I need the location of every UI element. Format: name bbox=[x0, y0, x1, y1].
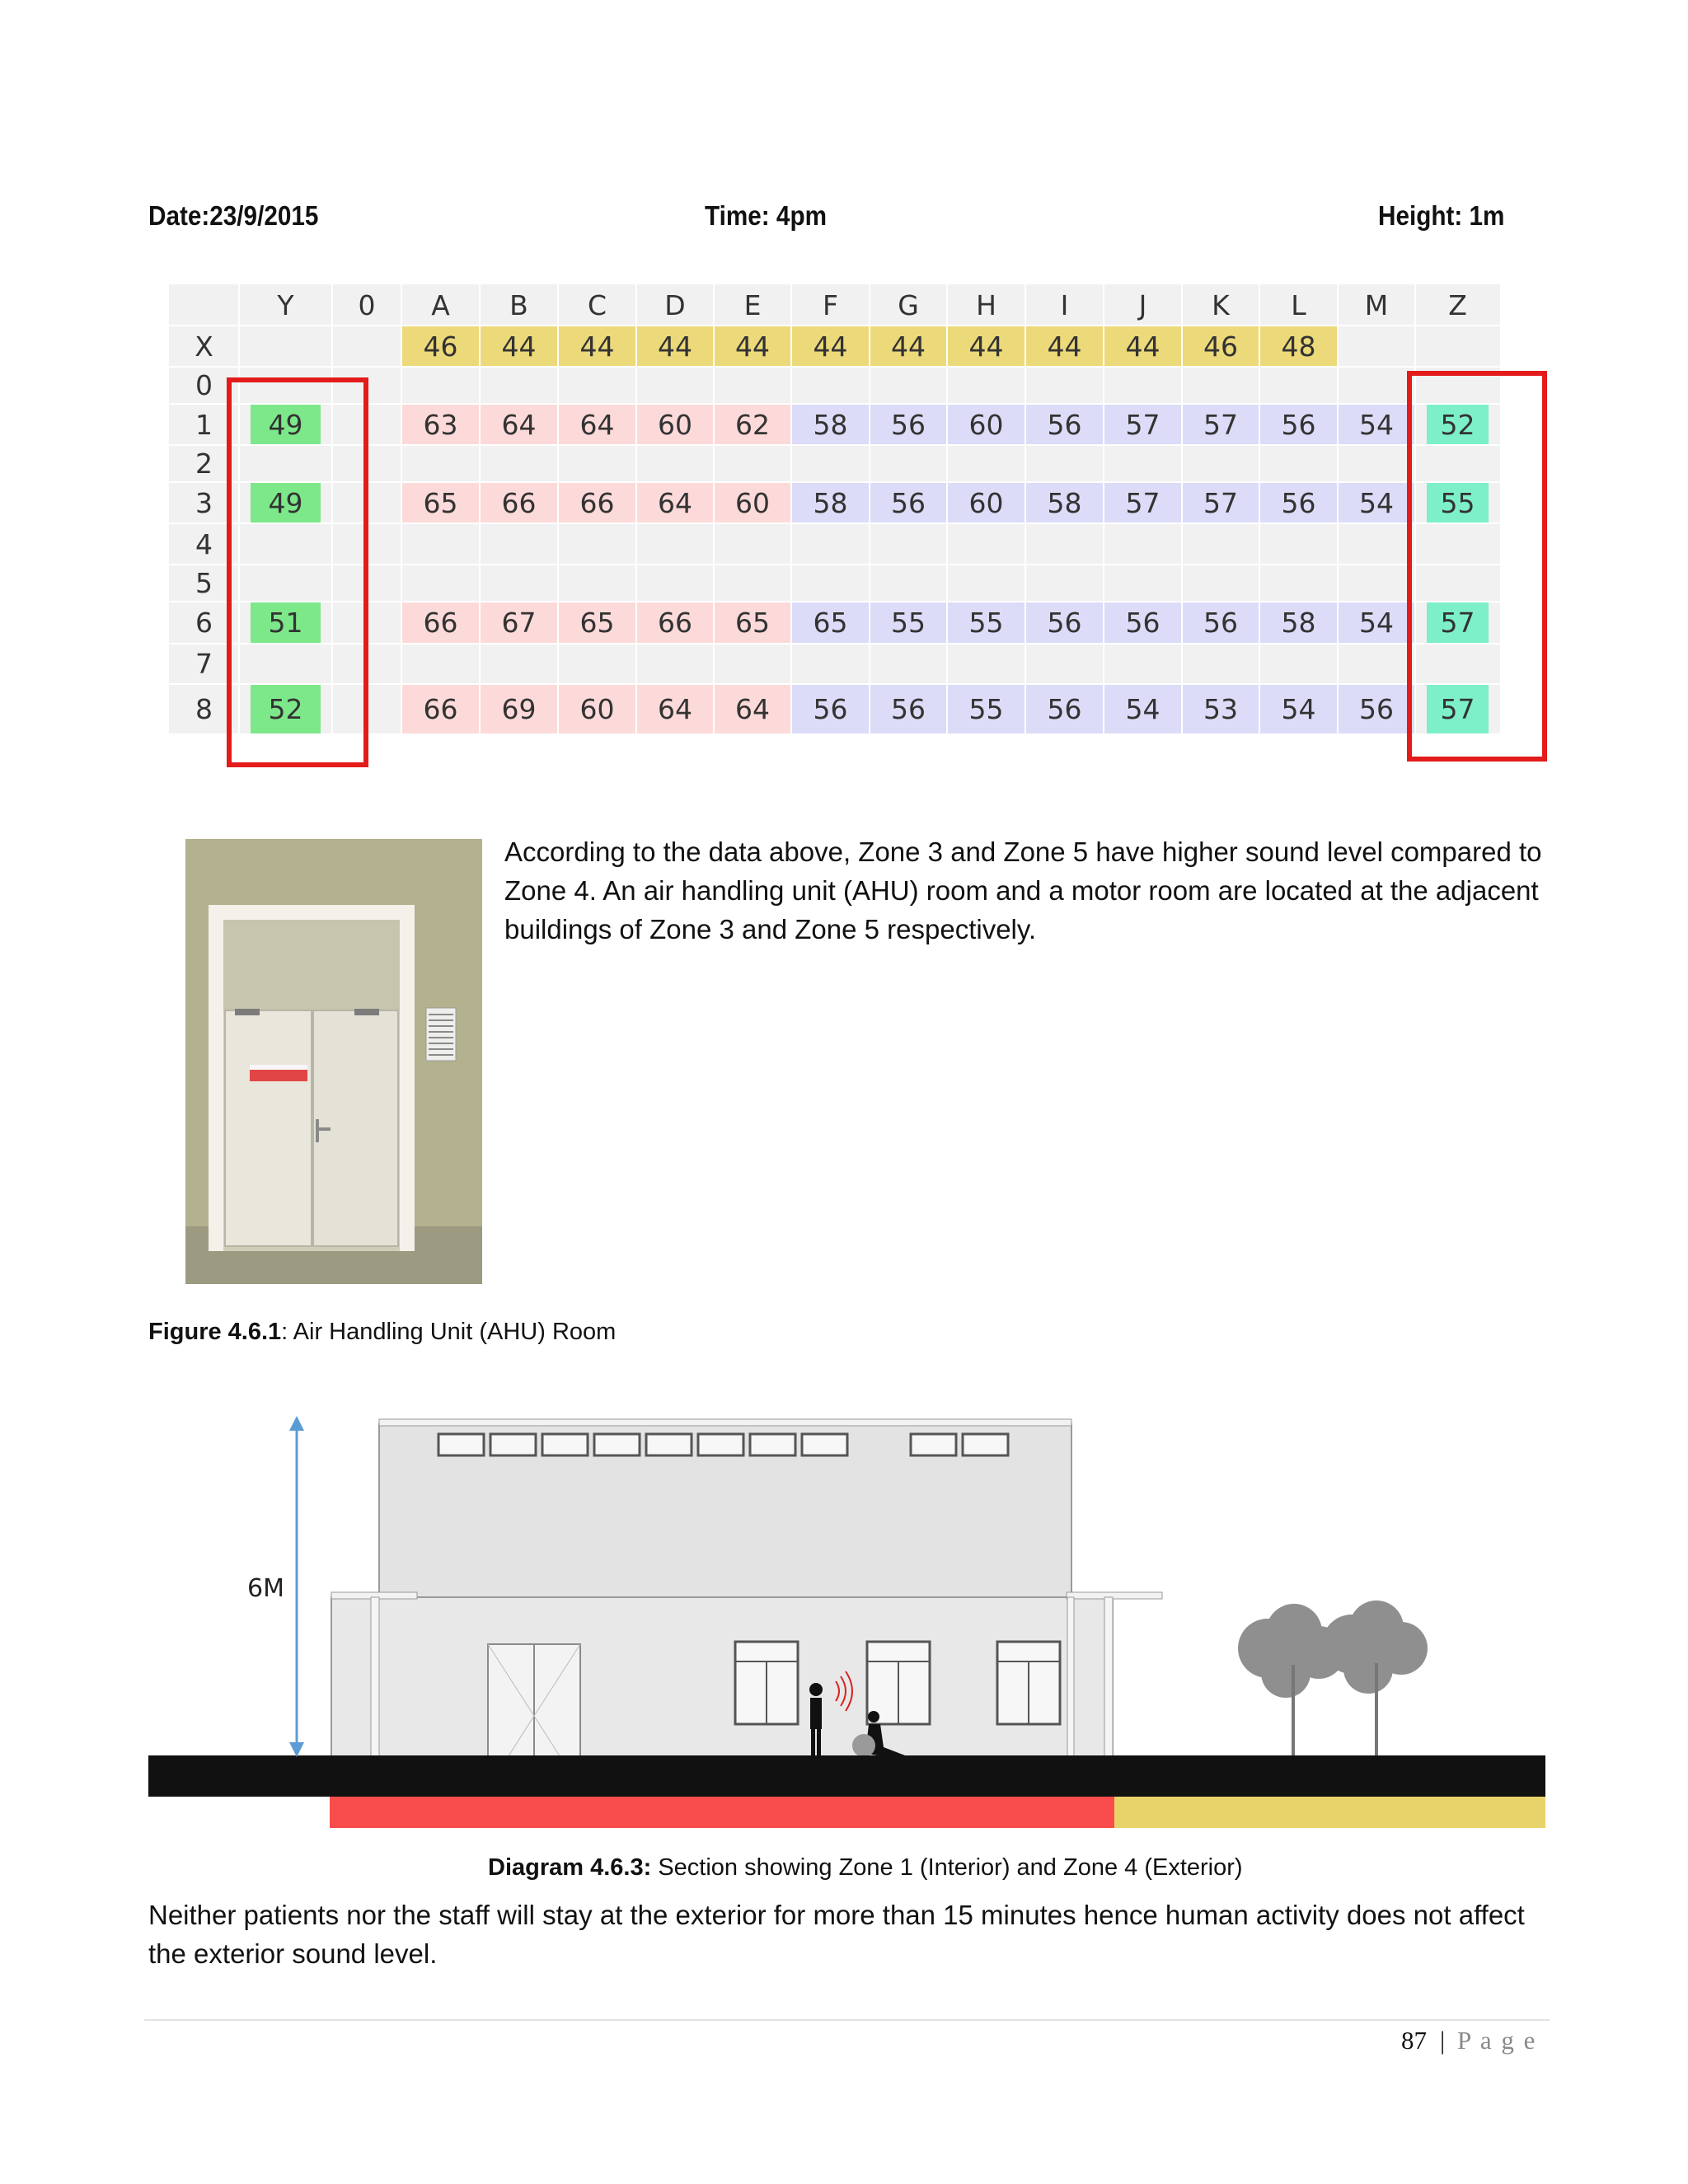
table-cell bbox=[714, 565, 791, 602]
table-grid-line bbox=[169, 444, 1500, 446]
table-cell: 65 bbox=[714, 602, 791, 644]
table-cell: 65 bbox=[558, 602, 636, 644]
height-dimension-label: 6M bbox=[247, 1574, 284, 1603]
table-cell bbox=[870, 367, 947, 404]
section-diagram bbox=[148, 1401, 1545, 1830]
table-cell: 64 bbox=[480, 404, 558, 445]
ahu-room-photo bbox=[185, 839, 482, 1284]
table-cell: 64 bbox=[558, 404, 636, 445]
table-cell: 69 bbox=[480, 684, 558, 733]
table-cell: 57 bbox=[1104, 482, 1182, 523]
table-cell bbox=[870, 445, 947, 482]
table-cell bbox=[870, 644, 947, 684]
table-cell: 56 bbox=[791, 684, 870, 733]
column-header: B bbox=[509, 288, 528, 321]
table-grid-line bbox=[1259, 284, 1260, 733]
date-label: Date:23/9/2015 bbox=[148, 200, 319, 231]
table-grid-line bbox=[1181, 284, 1183, 733]
table-cell bbox=[1182, 644, 1259, 684]
table-cell bbox=[480, 565, 558, 602]
table-cell bbox=[636, 565, 714, 602]
table-cell bbox=[1259, 445, 1338, 482]
table-grid-line bbox=[169, 601, 1500, 602]
table-cell: 54 bbox=[1104, 684, 1182, 733]
table-cell bbox=[1182, 367, 1259, 404]
table-cell bbox=[1259, 644, 1338, 684]
column-header bbox=[169, 284, 239, 326]
table-cell: 54 bbox=[1259, 684, 1338, 733]
table-cell bbox=[1338, 565, 1415, 602]
paragraph-exterior-activity: Neither patients nor the staff will stay at the exterior for more than 15 minutes hence human activity does not affect the exterior sound level. bbox=[148, 1900, 1525, 1969]
column-header: C bbox=[587, 288, 607, 321]
table-cell: 58 bbox=[1025, 482, 1104, 523]
table-cell: 46 bbox=[1182, 326, 1259, 367]
diagram-caption bbox=[488, 1854, 1243, 1882]
paragraph-zone-analysis: According to the data above, Zone 3 and Zone 5 have higher sound level compared to Zone 4. An air handling unit (AHU) room and a motor room are located at the adjacent buildings of Zone 3 and Zone 5 respectively. bbox=[504, 837, 1542, 944]
table-grid-line bbox=[169, 564, 1500, 565]
table-grid-line bbox=[713, 284, 715, 733]
table-grid-line bbox=[1103, 284, 1104, 733]
table-cell: 46 bbox=[401, 326, 480, 367]
table-grid-line bbox=[169, 683, 1500, 685]
table-cell bbox=[1182, 565, 1259, 602]
table-cell bbox=[714, 523, 791, 565]
table-cell: 64 bbox=[714, 684, 791, 733]
table-cell bbox=[1104, 445, 1182, 482]
table-grid-line bbox=[169, 325, 1500, 326]
highlight-box-column-y bbox=[227, 377, 368, 767]
table-cell bbox=[791, 523, 870, 565]
table-cell bbox=[401, 644, 480, 684]
table-cell: 57 bbox=[1427, 602, 1489, 644]
diagram-caption-label: Diagram 4.6.3: bbox=[488, 1854, 652, 1881]
table-cell: 54 bbox=[1338, 602, 1415, 644]
table-cell bbox=[636, 445, 714, 482]
table-grid-line bbox=[169, 366, 1500, 368]
row-header: 5 bbox=[195, 567, 213, 599]
table-cell bbox=[714, 445, 791, 482]
table-cell: 56 bbox=[1182, 602, 1259, 644]
table-cell bbox=[870, 565, 947, 602]
page-number: 87 bbox=[1401, 2026, 1427, 2055]
table-cell bbox=[1338, 326, 1415, 367]
page-word: P a g e bbox=[1457, 2026, 1537, 2055]
table-cell: 65 bbox=[791, 602, 870, 644]
table-cell: 56 bbox=[1025, 404, 1104, 445]
table-cell bbox=[1338, 644, 1415, 684]
table-cell: 66 bbox=[636, 602, 714, 644]
row-header: 2 bbox=[195, 448, 213, 480]
table-cell: 63 bbox=[401, 404, 480, 445]
table-cell bbox=[1259, 523, 1338, 565]
table-cell: 55 bbox=[1427, 482, 1489, 523]
table-cell: 60 bbox=[558, 684, 636, 733]
figure-caption-label: Figure 4.6.1 bbox=[148, 1319, 282, 1345]
table-cell bbox=[1104, 523, 1182, 565]
table-cell bbox=[714, 644, 791, 684]
table-grid-line bbox=[169, 523, 1500, 524]
table-cell: 56 bbox=[870, 684, 947, 733]
table-cell bbox=[947, 565, 1025, 602]
table-cell bbox=[480, 644, 558, 684]
table-cell bbox=[947, 644, 1025, 684]
table-cell bbox=[1259, 565, 1338, 602]
table-cell: 48 bbox=[1259, 326, 1338, 367]
row-header: 1 bbox=[195, 408, 213, 441]
table-cell: 60 bbox=[636, 404, 714, 445]
table-cell bbox=[1025, 523, 1104, 565]
table-cell: 44 bbox=[947, 326, 1025, 367]
table-cell: 44 bbox=[791, 326, 870, 367]
table-cell bbox=[1025, 644, 1104, 684]
figure-caption bbox=[148, 1319, 616, 1346]
table-cell: 55 bbox=[870, 602, 947, 644]
table-cell bbox=[558, 367, 636, 404]
table-cell: 66 bbox=[558, 482, 636, 523]
column-header: E bbox=[743, 288, 762, 321]
table-cell bbox=[1104, 644, 1182, 684]
table-cell: 62 bbox=[714, 404, 791, 445]
table-cell: 60 bbox=[947, 404, 1025, 445]
table-cell bbox=[1025, 565, 1104, 602]
column-header: A bbox=[431, 288, 450, 321]
table-cell bbox=[1338, 523, 1415, 565]
table-cell bbox=[791, 445, 870, 482]
table-cell: 56 bbox=[1025, 684, 1104, 733]
table-grid-line bbox=[1337, 284, 1339, 733]
column-header: H bbox=[976, 288, 996, 321]
table-cell: 56 bbox=[1259, 404, 1338, 445]
table-cell: 44 bbox=[558, 326, 636, 367]
table-cell bbox=[480, 445, 558, 482]
table-cell: 56 bbox=[1259, 482, 1338, 523]
table-cell bbox=[558, 644, 636, 684]
table-cell bbox=[558, 565, 636, 602]
table-cell bbox=[401, 523, 480, 565]
page-separator: | bbox=[1440, 2026, 1446, 2055]
table-cell: 54 bbox=[1338, 482, 1415, 523]
table-cell: 44 bbox=[1104, 326, 1182, 367]
column-header: D bbox=[664, 288, 686, 321]
table-cell bbox=[1338, 445, 1415, 482]
table-cell bbox=[636, 644, 714, 684]
table-cell bbox=[947, 445, 1025, 482]
table-grid-line bbox=[169, 643, 1500, 644]
table-cell: 60 bbox=[947, 482, 1025, 523]
table-cell bbox=[1182, 523, 1259, 565]
footer-divider bbox=[144, 2019, 1550, 2021]
table-grid-line bbox=[169, 403, 1500, 405]
table-cell: 52 bbox=[251, 684, 321, 733]
column-header: 0 bbox=[358, 288, 376, 321]
sound-level-table bbox=[169, 284, 1500, 733]
column-header: Y bbox=[277, 288, 294, 321]
table-grid-line bbox=[557, 284, 559, 733]
table-cell: 64 bbox=[636, 482, 714, 523]
table-cell bbox=[401, 445, 480, 482]
table-cell: 44 bbox=[870, 326, 947, 367]
table-cell bbox=[332, 326, 401, 367]
table-cell bbox=[791, 367, 870, 404]
table-cell: 57 bbox=[1104, 404, 1182, 445]
column-header: G bbox=[898, 288, 919, 321]
table-cell bbox=[480, 367, 558, 404]
row-header: 7 bbox=[195, 648, 213, 680]
table-cell bbox=[947, 523, 1025, 565]
table-grid-line bbox=[635, 284, 637, 733]
table-cell bbox=[636, 523, 714, 565]
table-cell: 44 bbox=[480, 326, 558, 367]
table-cell bbox=[1182, 445, 1259, 482]
table-cell: 57 bbox=[1182, 482, 1259, 523]
column-header: K bbox=[1212, 288, 1230, 321]
table-cell: 66 bbox=[401, 684, 480, 733]
table-cell bbox=[1104, 565, 1182, 602]
table-cell: 53 bbox=[1182, 684, 1259, 733]
table-cell bbox=[1427, 326, 1489, 367]
table-cell: 66 bbox=[401, 602, 480, 644]
column-header: M bbox=[1364, 288, 1389, 321]
table-cell: 57 bbox=[1427, 684, 1489, 733]
table-grid-line bbox=[401, 284, 402, 733]
table-cell bbox=[1259, 367, 1338, 404]
row-header: 0 bbox=[195, 369, 213, 401]
table-cell: 67 bbox=[480, 602, 558, 644]
table-cell: 56 bbox=[1338, 684, 1415, 733]
table-cell: 55 bbox=[947, 684, 1025, 733]
table-cell bbox=[558, 523, 636, 565]
table-grid-line bbox=[790, 284, 792, 733]
table-cell: 49 bbox=[251, 482, 321, 523]
table-cell: 44 bbox=[714, 326, 791, 367]
row-header: X bbox=[195, 330, 213, 363]
table-grid-line bbox=[1025, 284, 1026, 733]
table-cell: 52 bbox=[1427, 404, 1489, 445]
height-label: Height: 1m bbox=[1378, 200, 1505, 231]
table-grid-line bbox=[946, 284, 948, 733]
diagram-caption-text: Section showing Zone 1 (Interior) and Zone 4 (Exterior) bbox=[651, 1854, 1243, 1881]
table-cell bbox=[251, 326, 321, 367]
table-cell: 56 bbox=[1104, 602, 1182, 644]
table-cell bbox=[870, 523, 947, 565]
column-header: J bbox=[1138, 288, 1147, 321]
table-cell bbox=[1025, 445, 1104, 482]
table-cell bbox=[636, 367, 714, 404]
column-header: Z bbox=[1448, 288, 1467, 321]
highlight-box-column-z bbox=[1407, 371, 1547, 762]
table-cell: 57 bbox=[1182, 404, 1259, 445]
table-cell: 58 bbox=[791, 404, 870, 445]
table-cell: 66 bbox=[480, 482, 558, 523]
table-cell: 56 bbox=[870, 482, 947, 523]
column-header: L bbox=[1291, 288, 1306, 321]
table-grid-line bbox=[169, 481, 1500, 483]
table-cell: 60 bbox=[714, 482, 791, 523]
row-header: 6 bbox=[195, 607, 213, 639]
table-cell bbox=[401, 565, 480, 602]
table-cell bbox=[1338, 367, 1415, 404]
table-cell bbox=[558, 445, 636, 482]
table-cell: 58 bbox=[791, 482, 870, 523]
column-header: I bbox=[1060, 288, 1069, 321]
table-cell: 44 bbox=[636, 326, 714, 367]
table-cell: 54 bbox=[1338, 404, 1415, 445]
table-cell: 44 bbox=[1025, 326, 1104, 367]
table-cell bbox=[791, 565, 870, 602]
figure-caption-text: : Air Handling Unit (AHU) Room bbox=[281, 1319, 617, 1345]
table-cell: 58 bbox=[1259, 602, 1338, 644]
row-header: 4 bbox=[195, 527, 213, 560]
table-grid-line bbox=[869, 284, 870, 733]
time-label: Time: 4pm bbox=[705, 200, 827, 231]
table-cell bbox=[1025, 367, 1104, 404]
table-cell: 64 bbox=[636, 684, 714, 733]
table-cell: 55 bbox=[947, 602, 1025, 644]
row-header: 3 bbox=[195, 486, 213, 519]
table-cell: 56 bbox=[870, 404, 947, 445]
table-grid-line bbox=[479, 284, 481, 733]
table-cell bbox=[947, 367, 1025, 404]
table-cell bbox=[1104, 367, 1182, 404]
table-cell bbox=[401, 367, 480, 404]
table-cell: 65 bbox=[401, 482, 480, 523]
row-header: 8 bbox=[195, 692, 213, 725]
column-header: F bbox=[823, 288, 838, 321]
table-cell: 51 bbox=[251, 602, 321, 644]
table-cell: 56 bbox=[1025, 602, 1104, 644]
table-cell bbox=[714, 367, 791, 404]
table-cell bbox=[480, 523, 558, 565]
table-cell bbox=[791, 644, 870, 684]
table-cell: 49 bbox=[251, 404, 321, 445]
